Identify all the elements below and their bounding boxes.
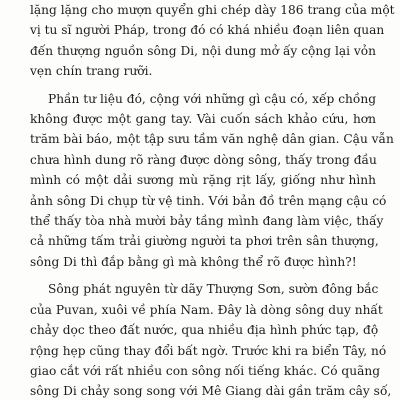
text-line: đến thượng nguồn sông Di, nội dung mở ấy cộng lại vỏn xyxy=(30,43,376,58)
text-line: ảnh sông Di chụp từ vệ tinh. Với bản đồ trên mạng cậu có xyxy=(30,193,387,208)
text-line: giao cắt với rất nhiều con sông nối tiếng khác. Có quãng xyxy=(30,363,380,378)
text-line: cả những tấm trải giường người ta phơi trên sân thượng, xyxy=(30,234,379,249)
paragraph-3 xyxy=(30,279,392,400)
text-line: vị tu sĩ người Pháp, trong đó có khá nhiều đoạn liên quan xyxy=(30,23,385,38)
text-line: Phần tư liệu đó, cộng với những gì cậu có, xếp chồng xyxy=(48,91,376,106)
text-line: sông Di thì đắp bằng gì mà không thể rõ được hình?! xyxy=(30,254,357,269)
text-line: trăm bài báo, một tập sưu tầm văn nghệ dân gian. Cậu vẫn xyxy=(30,132,394,147)
body-text xyxy=(30,0,395,400)
text-line: Sông phát nguyên từ dãy Thượng Sơn, sườn đông bắc xyxy=(48,282,379,297)
text-line: của Puvan, xuôi về phía Nam. Đây là dòng sông duy nhất xyxy=(30,302,383,317)
text-line: không được một gang tay. Vài cuốn sách khảo cứu, hơn xyxy=(30,112,376,127)
text-line: rộng hẹp cũng thay đổi bất ngờ. Trước khi ra biển Tây, nó xyxy=(30,343,387,358)
text-line: vẹn chín trang rưỡi. xyxy=(30,64,153,79)
paragraph-1 xyxy=(30,0,395,82)
text-line: mình có một dải sương mù rặng rịt lấy, giống như hình xyxy=(30,173,376,188)
text-line: chưa hình dung rõ ràng được dòng sông, thấy trong đầu xyxy=(30,152,377,167)
text-line: thể thấy tòa nhà mười bảy tầng mình đang làm việc, thấy xyxy=(30,214,384,229)
text-line: lặng lặng cho mượn quyển ghi chép dày 186 trang của một xyxy=(30,3,395,17)
text-line: sông Di chảy song song với Mê Giang dài gần trăm cây số, xyxy=(30,384,392,399)
paragraph-2 xyxy=(30,89,394,273)
text-line: chảy dọc theo đất nước, qua nhiều địa hình phức tạp, độ xyxy=(30,323,379,338)
